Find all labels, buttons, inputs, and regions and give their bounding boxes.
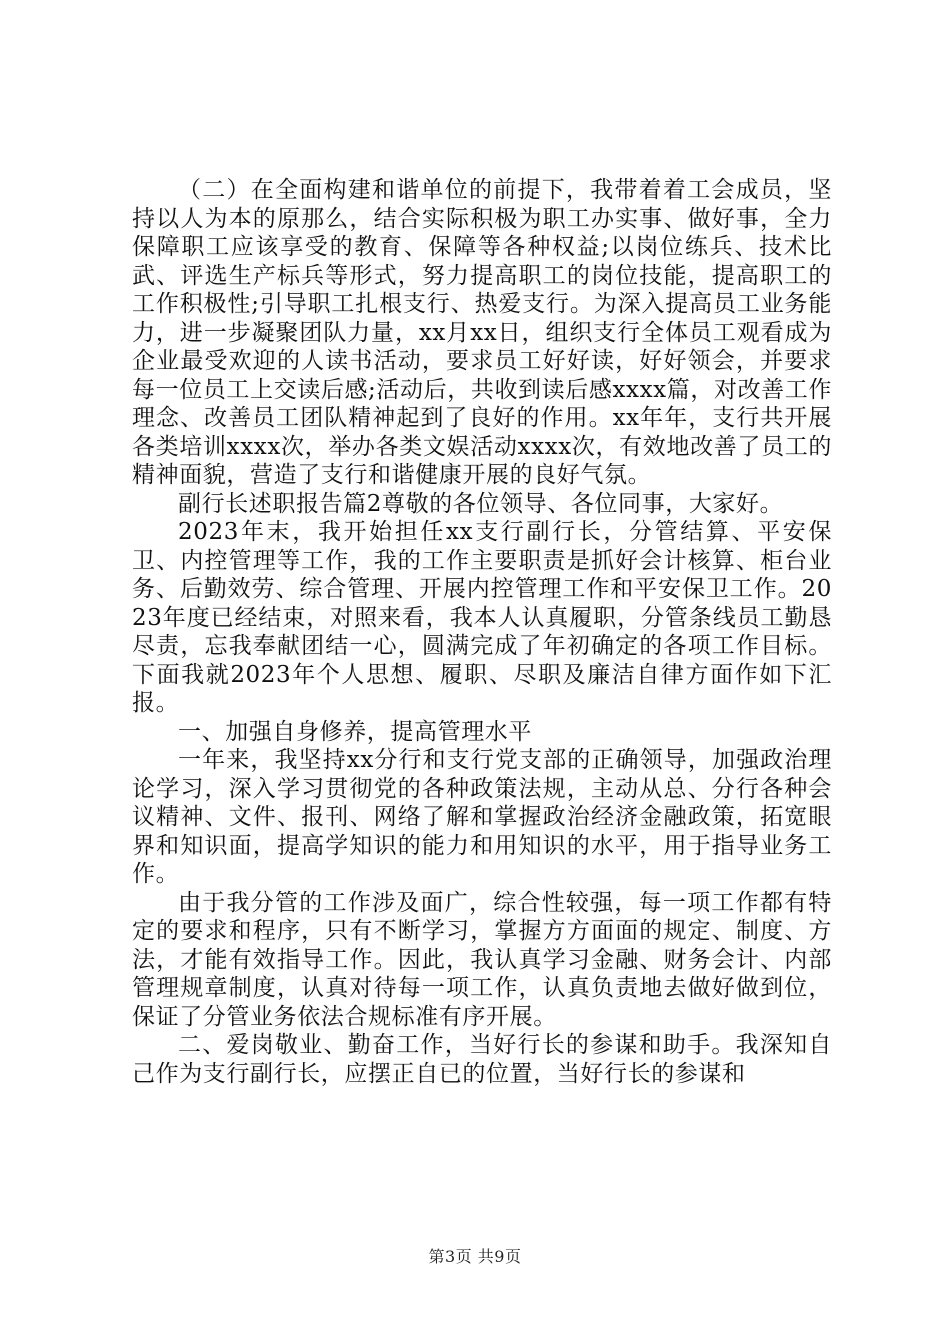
paragraph-learning: 由于我分管的工作涉及面广，综合性较强，每一项工作都有特定的要求和程序，只有不断学习，掌握方方面面的规定、制度、方法，才能有效指导工作。因此，我认真学习金融、财务会计、内部管理规章制度，认真对待每一项工作，认真负责地去做好做到位，保证了分管业务依法合规标准有序开展。 [132,889,832,1030]
section-heading-1: 一、加强自身修养，提高管理水平 [178,718,532,745]
paragraph-section-2: 二、爱岗敬业、勤奋工作，当好行长的参谋和助手。我深知自己作为支行副行长，应摆正自已的位置，当好行长的参谋和 [132,1032,832,1087]
paragraph-introduction: 2023年末，我开始担任xx支行副行长，分管结算、平安保卫、内控管理等工作，我的工作主要职责是抓好会计核算、柜台业务、后勤效劳、综合管理、开展内控管理工作和平安保卫工作。2023年度已经结束，对照来看，我本人认真履职，分管条线员工勤恳尽责，忘我奉献团结一心，圆满完成了年初确定的各项工作目标。下面我就2023年个人思想、履职、尽职及廉洁自律方面作如下汇报。 [132,519,832,716]
paragraph-union-work: （二）在全面构建和谐单位的前提下，我带着着工会成员，坚持以人为本的原那么，结合实际积极为职工办实事、做好事，全力保障职工应该享受的教育、保障等各种权益;以岗位练兵、技术比武、评选生产标兵等形式，努力提高职工的岗位技能，提高职工的工作积极性;引导职工扎根支行、热爱支行。为深入提高员工业务能力，进一步凝聚团队力量，xx月xx日，组织支行全体员工观看成为企业最受欢迎的人读书活动，要求员工好好读，好好领会，并要求每一位员工上交读后感;活动后，共收到读后感xxxx篇，对改善工作理念、改善员工团队精神起到了良好的作用。xx年年，支行共开展各类培训xxxx次，举办各类文娱活动xxxx次，有效地改善了员工的精神面貌，营造了支行和谐健康开展的良好气氛。 [132,177,832,488]
page-footer: 第3页 共9页 [428,1247,522,1266]
paragraph-study: 一年来，我坚持xx分行和支行党支部的正确领导，加强政治理论学习，深入学习贯彻党的各种政策法规，主动从总、分行各种会议精神、文件、报刊、网络了解和掌握政治经济金融政策，拓宽眼界和知识面，提高学知识的能力和用知识的水平，用于指导业务工作。 [132,747,832,887]
paragraph-report-title: 副行长述职报告篇2尊敬的各位领导、各位同事，大家好。 [178,490,784,517]
document-body [132,176,832,1088]
